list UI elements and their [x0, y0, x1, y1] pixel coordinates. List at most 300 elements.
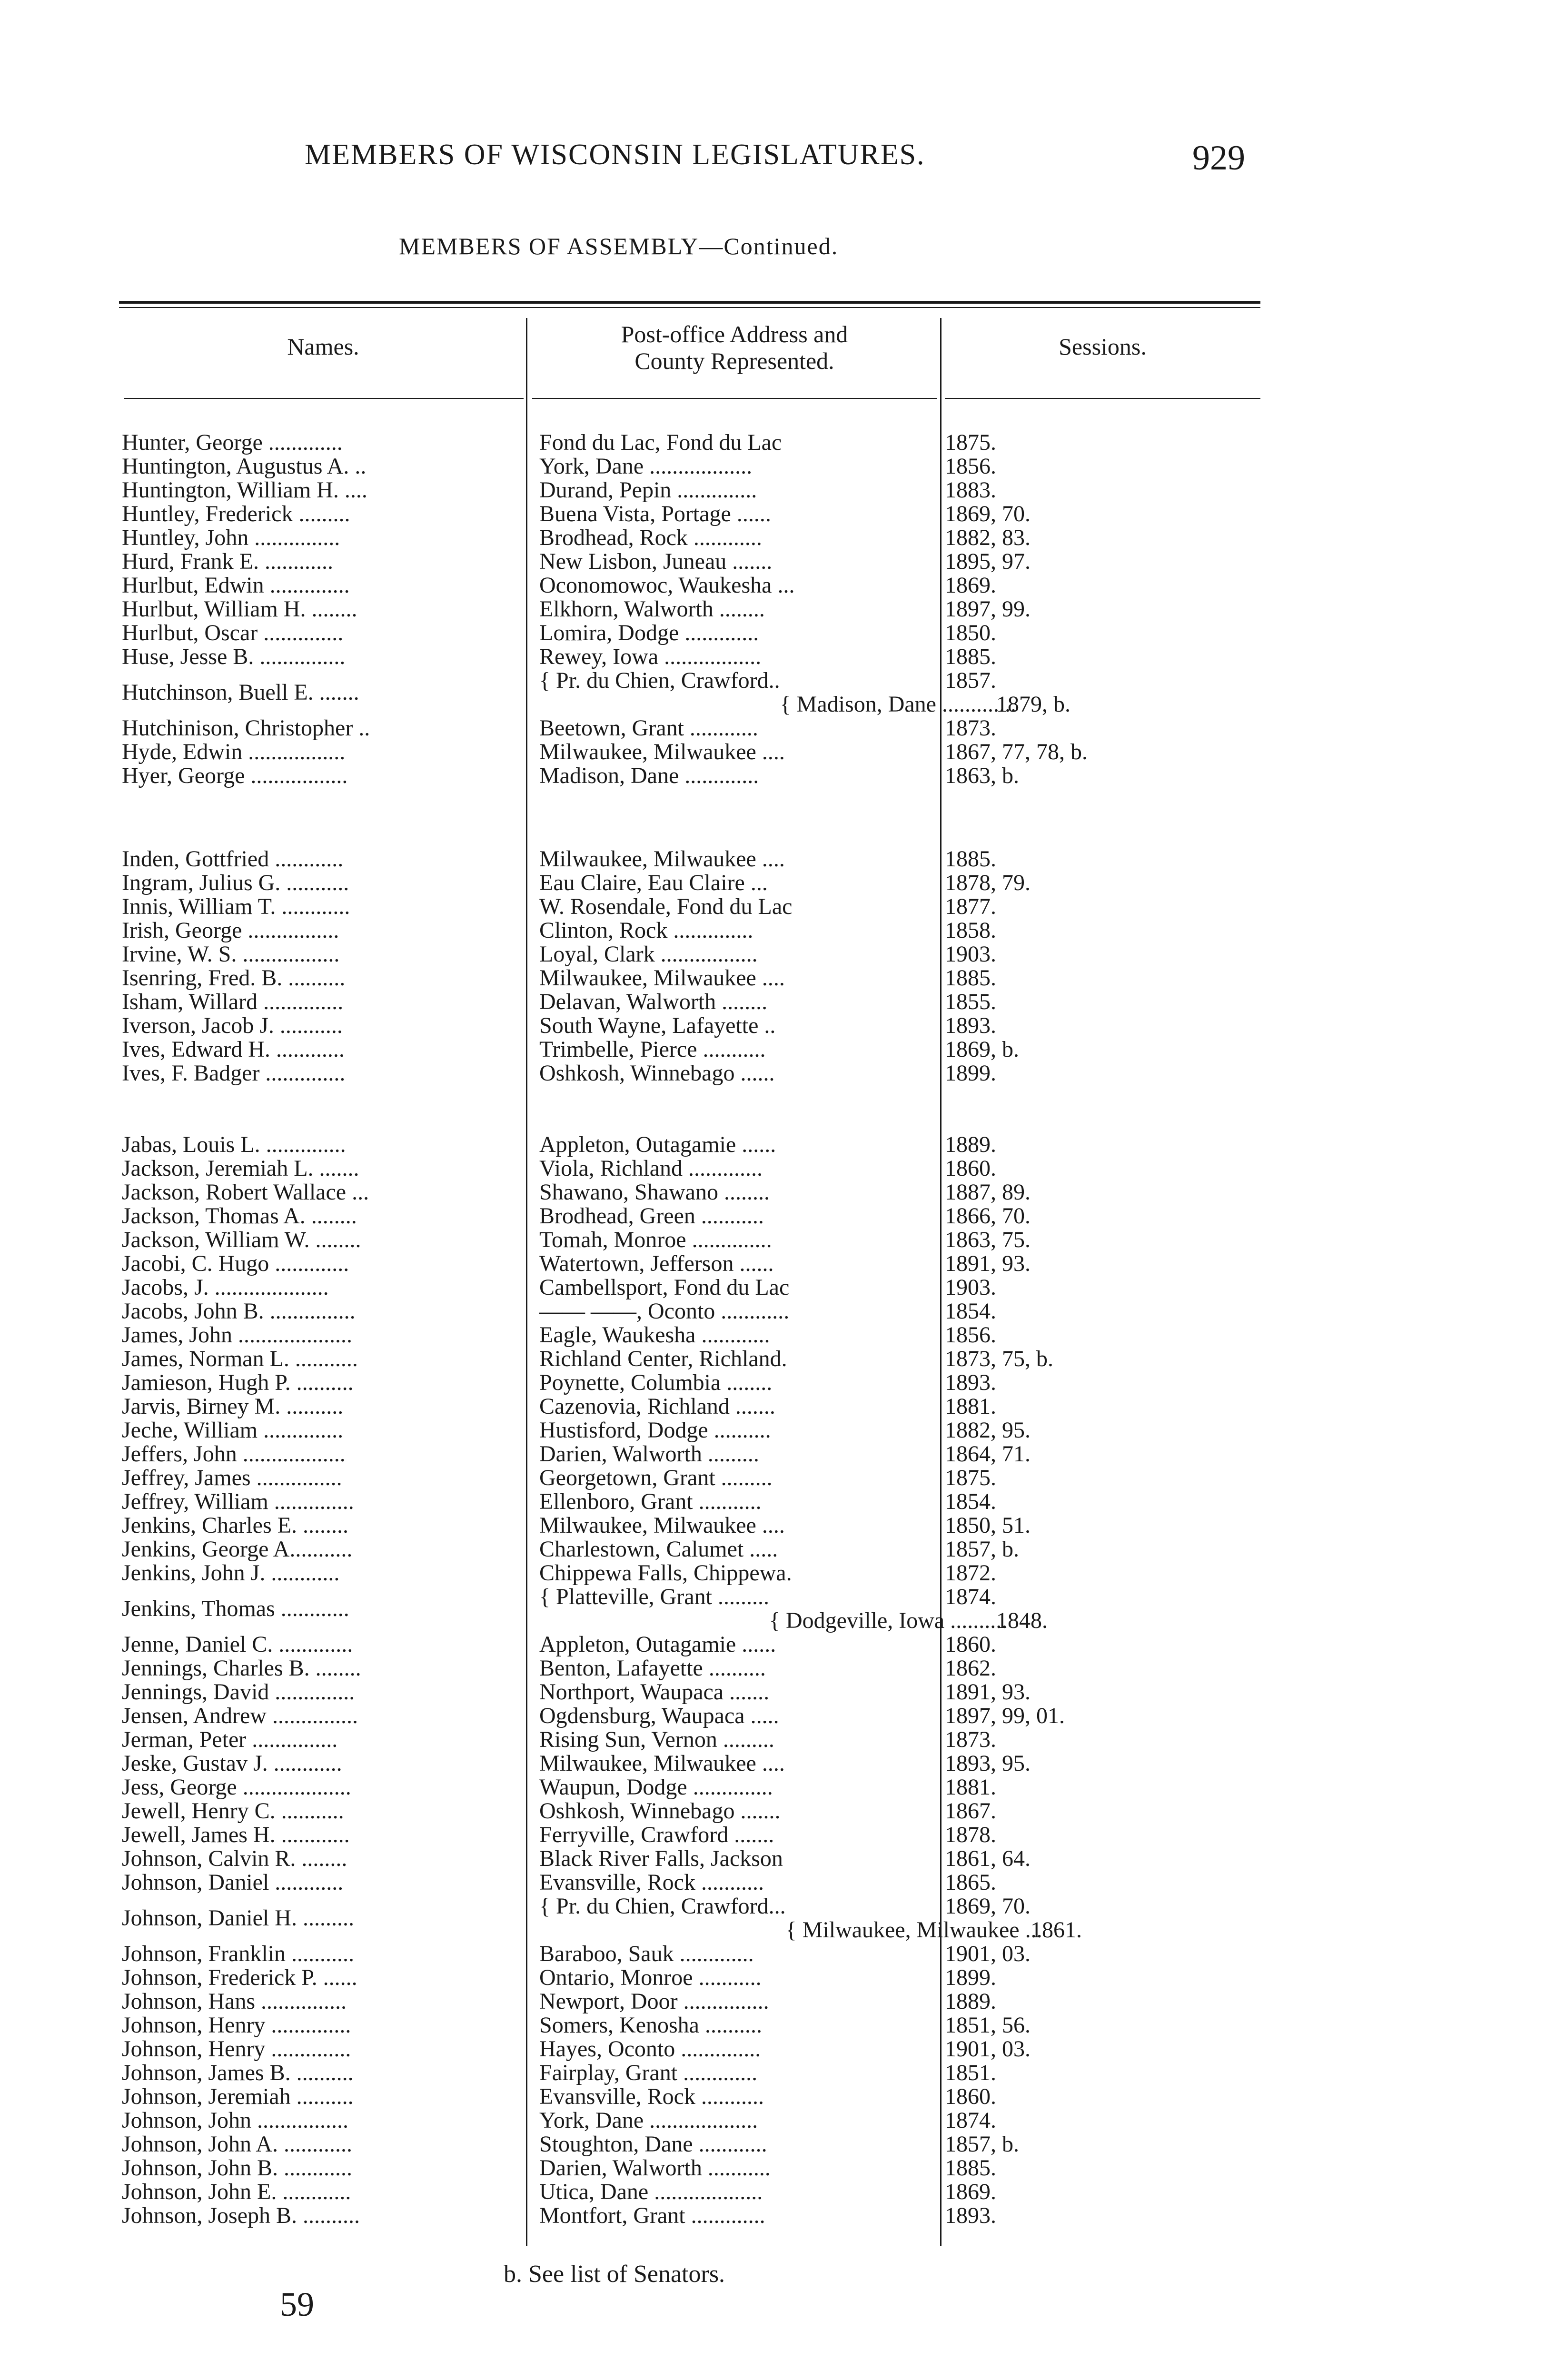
- member-address-line1: { Pr. du Chien, Crawford..: [539, 668, 780, 693]
- member-name: Jeffrey, James ...............: [122, 1465, 342, 1490]
- member-name: Johnson, John A. ............: [122, 2132, 353, 2157]
- table-row: [0, 1561, 1546, 1585]
- member-address: Milwaukee, Milwaukee ....: [539, 1751, 785, 1776]
- member-address: Oshkosh, Winnebago .......: [539, 1798, 781, 1824]
- table-row: [0, 1442, 1546, 1466]
- table-row: [0, 574, 1546, 597]
- member-address: South Wayne, Lafayette ..: [539, 1013, 776, 1038]
- member-sessions: 1854.: [945, 1489, 996, 1514]
- table-row: [0, 1775, 1546, 1799]
- member-address: York, Dane ...................: [539, 2108, 758, 2133]
- top-rule-thick: [119, 301, 1260, 304]
- member-address: Buena Vista, Portage ......: [539, 501, 771, 526]
- member-name: Johnson, John E. ............: [122, 2179, 351, 2204]
- member-sessions: 1863, 75.: [945, 1227, 1031, 1252]
- member-address: Trimbelle, Pierce ...........: [539, 1037, 766, 1062]
- member-address-line2: { Madison, Dane .............: [780, 692, 1016, 717]
- member-address: Appleton, Outagamie ......: [539, 1132, 776, 1157]
- member-sessions: 1893.: [945, 2203, 996, 2228]
- member-sessions: 1881.: [945, 1775, 996, 1800]
- column-header-sessions-text: Sessions.: [1059, 333, 1147, 360]
- member-address: Darien, Walworth ...........: [539, 2155, 771, 2181]
- member-address: Elkhorn, Walworth ........: [539, 596, 765, 622]
- member-sessions: 1872.: [945, 1560, 996, 1586]
- member-name: Irish, George ................: [122, 918, 339, 943]
- member-address: Ferryville, Crawford .......: [539, 1822, 774, 1847]
- member-address: Fond du Lac, Fond du Lac: [539, 430, 782, 455]
- table-row: [0, 847, 1546, 871]
- member-name: Huntley, Frederick .........: [122, 501, 350, 526]
- member-address: Shawano, Shawano ........: [539, 1180, 770, 1205]
- member-sessions: 1899.: [945, 1061, 996, 1086]
- member-address: —— ——, Oconto ............: [539, 1299, 790, 1324]
- member-sessions: 1858.: [945, 918, 996, 943]
- table-row: [0, 966, 1546, 990]
- header-divider-sessions: [945, 398, 1260, 399]
- member-address: Eau Claire, Eau Claire ...: [539, 870, 768, 895]
- member-address: Rising Sun, Vernon .........: [539, 1727, 774, 1752]
- table-row: [0, 1157, 1546, 1180]
- member-sessions: 1856.: [945, 1322, 996, 1348]
- member-address: Delavan, Walworth ........: [539, 989, 768, 1014]
- member-sessions: 1861, 64.: [945, 1846, 1031, 1871]
- member-address: Viola, Richland .............: [539, 1156, 763, 1181]
- running-header: MEMBERS OF WISCONSIN LEGISLATURES.: [305, 139, 925, 171]
- table-row: [0, 1799, 1546, 1823]
- table-row: [0, 1299, 1546, 1323]
- table-row: [0, 1942, 1546, 1966]
- member-sessions: 1864, 71.: [945, 1441, 1031, 1467]
- member-address: Oshkosh, Winnebago ......: [539, 1061, 775, 1086]
- member-name: Hyde, Edwin .................: [122, 739, 346, 764]
- member-sessions-line2: 1861.: [1031, 1917, 1082, 1943]
- member-sessions: 1885.: [945, 2155, 996, 2181]
- member-address: Ontario, Monroe ...........: [539, 1965, 762, 1990]
- member-sessions: 1869, 70.: [945, 501, 1031, 526]
- member-name: Inden, Gottfried ............: [122, 846, 344, 872]
- page-number: 929: [1192, 139, 1245, 178]
- member-name: Hurlbut, Edwin ..............: [122, 573, 350, 598]
- member-address: Ogdensburg, Waupaca .....: [539, 1703, 779, 1728]
- member-address: Poynette, Columbia ........: [539, 1370, 773, 1395]
- member-name: Huntington, William H. ....: [122, 477, 367, 503]
- member-sessions: 1850, 51.: [945, 1513, 1031, 1538]
- member-name: Irvine, W. S. .................: [122, 942, 340, 967]
- member-sessions: 1893, 95.: [945, 1751, 1031, 1776]
- member-name: Jewell, Henry C. ...........: [122, 1798, 344, 1824]
- member-address: Brodhead, Green ...........: [539, 1203, 764, 1229]
- member-name: Johnson, Calvin R. ........: [122, 1846, 347, 1871]
- member-sessions: 1882, 83.: [945, 525, 1031, 550]
- member-address: Cazenovia, Richland .......: [539, 1394, 775, 1419]
- member-sessions: 1855.: [945, 989, 996, 1014]
- member-address-line2: { Milwaukee, Milwaukee ...: [785, 1917, 1042, 1943]
- member-address: Charlestown, Calumet .....: [539, 1537, 778, 1562]
- table-row: [0, 1537, 1546, 1561]
- table-row: [0, 478, 1546, 502]
- table-row: [0, 1418, 1546, 1442]
- table-row: [0, 1204, 1546, 1228]
- member-address: Appleton, Outagamie ......: [539, 1632, 776, 1657]
- member-address: Madison, Dane .............: [539, 763, 759, 788]
- member-name: Huse, Jesse B. ...............: [122, 644, 346, 669]
- group-h: [0, 431, 1546, 788]
- member-address: Milwaukee, Milwaukee ....: [539, 965, 785, 991]
- member-sessions: 1895, 97.: [945, 549, 1031, 574]
- table-row: [0, 1466, 1546, 1490]
- group-i: [0, 847, 1546, 1085]
- member-sessions: 1887, 89.: [945, 1180, 1031, 1205]
- member-address: Clinton, Rock ..............: [539, 918, 753, 943]
- member-address: Waupun, Dodge ..............: [539, 1775, 773, 1800]
- table-row: [0, 621, 1546, 645]
- table-row: [0, 526, 1546, 550]
- member-name: Jacobs, John B. ...............: [122, 1299, 356, 1324]
- member-address: Rewey, Iowa .................: [539, 644, 762, 669]
- member-address-line2: { Dodgeville, Iowa ..........: [769, 1608, 1008, 1633]
- table-row: [0, 1371, 1546, 1395]
- member-address: Loyal, Clark .................: [539, 942, 758, 967]
- table-row: [0, 502, 1546, 526]
- member-name: Jewell, James H. ............: [122, 1822, 350, 1847]
- member-address: Milwaukee, Milwaukee ....: [539, 1513, 785, 1538]
- member-address: Durand, Pepin ..............: [539, 477, 757, 503]
- member-name: Jarvis, Birney M. ..........: [122, 1394, 344, 1419]
- table-row: [0, 1276, 1546, 1299]
- table-row: [0, 1680, 1546, 1704]
- member-sessions: 1882, 95.: [945, 1418, 1031, 1443]
- table-row: [0, 1823, 1546, 1847]
- member-name: Jensen, Andrew ...............: [122, 1703, 358, 1728]
- member-sessions: 1889.: [945, 1132, 996, 1157]
- member-sessions: [945, 668, 1278, 717]
- member-address: Fairplay, Grant .............: [539, 2060, 758, 2085]
- member-address: Evansville, Rock ...........: [539, 2084, 764, 2109]
- member-sessions-line2: 1879, b.: [996, 692, 1070, 717]
- signature-number: 59: [280, 2285, 314, 2323]
- member-name: Jacobi, C. Hugo .............: [122, 1251, 349, 1276]
- member-sessions: 1851.: [945, 2060, 996, 2085]
- member-sessions: 1874.: [945, 2108, 996, 2133]
- member-name: Jerman, Peter ...............: [122, 1727, 338, 1752]
- column-header-sessions: [945, 333, 1260, 360]
- member-sessions-line1: 1857.: [945, 668, 996, 693]
- member-address: Oconomowoc, Waukesha ...: [539, 573, 795, 598]
- member-name: Jackson, Robert Wallace ...: [122, 1180, 369, 1205]
- member-sessions: 1883.: [945, 477, 996, 503]
- member-name: Huntington, Augustus A. ..: [122, 454, 367, 479]
- member-name: Johnson, John ................: [122, 2108, 349, 2133]
- member-name: Jennings, David ..............: [122, 1679, 355, 1705]
- member-name: Hurlbut, Oscar ..............: [122, 620, 344, 645]
- table-row: [0, 1894, 1546, 1942]
- member-name: Isham, Willard ..............: [122, 989, 344, 1014]
- member-address: Evansville, Rock ...........: [539, 1870, 764, 1895]
- table-row: [0, 431, 1546, 455]
- member-name: Jacobs, J. ....................: [122, 1275, 329, 1300]
- table-row: [0, 919, 1546, 942]
- member-address: Lomira, Dodge .............: [539, 620, 759, 645]
- member-sessions: 1851, 56.: [945, 2013, 1031, 2038]
- member-sessions: 1875.: [945, 430, 996, 455]
- member-sessions: 1854.: [945, 1299, 996, 1324]
- member-address: Milwaukee, Milwaukee ....: [539, 739, 785, 764]
- member-address: Chippewa Falls, Chippewa.: [539, 1560, 792, 1586]
- member-sessions: 1869, b.: [945, 1037, 1019, 1062]
- table-row: [0, 2132, 1546, 2156]
- member-sessions: 1867.: [945, 1798, 996, 1824]
- member-address: Cambellsport, Fond du Lac: [539, 1275, 790, 1300]
- member-sessions: 1860.: [945, 1632, 996, 1657]
- member-name: Ives, F. Badger ..............: [122, 1061, 346, 1086]
- member-sessions: 1885.: [945, 644, 996, 669]
- column-header-address: [532, 321, 937, 374]
- member-name: Jackson, William W. ........: [122, 1227, 361, 1252]
- table-row: [0, 1252, 1546, 1276]
- member-address: Beetown, Grant ............: [539, 715, 758, 741]
- member-name: Johnson, Jeremiah ..........: [122, 2084, 354, 2109]
- member-address-line1: { Platteville, Grant .........: [539, 1584, 769, 1609]
- member-name: Johnson, Joseph B. ..........: [122, 2203, 360, 2228]
- footnote: b. See list of Senators.: [504, 2261, 725, 2288]
- member-name: Hutchinson, Buell E. .......: [122, 680, 359, 705]
- member-sessions: 1901, 03.: [945, 2036, 1031, 2062]
- table-row: [0, 1966, 1546, 1990]
- column-header-address-line1: Post-office Address and: [621, 321, 848, 347]
- table-row: [0, 1490, 1546, 1514]
- table-row: [0, 1752, 1546, 1775]
- member-address: Newport, Door ...............: [539, 1989, 769, 2014]
- member-sessions: 1891, 93.: [945, 1679, 1031, 1705]
- member-name: Johnson, Henry ..............: [122, 2036, 351, 2062]
- member-sessions: 1860.: [945, 2084, 996, 2109]
- member-name: Jackson, Jeremiah L. .......: [122, 1156, 359, 1181]
- member-sessions: [945, 1584, 1278, 1633]
- member-name: Johnson, Hans ...............: [122, 1989, 347, 2014]
- member-name: Jeffrey, William ..............: [122, 1489, 354, 1514]
- member-sessions: 1866, 70.: [945, 1203, 1031, 1229]
- column-header-names: [122, 333, 525, 360]
- member-address: Hayes, Oconto ..............: [539, 2036, 761, 2062]
- member-name: Johnson, Henry ..............: [122, 2013, 351, 2038]
- section-title: MEMBERS OF ASSEMBLY—Continued.: [399, 233, 839, 259]
- table-row: [0, 1990, 1546, 2013]
- member-sessions: 1889.: [945, 1989, 996, 2014]
- member-address: Ellenboro, Grant ...........: [539, 1489, 762, 1514]
- member-sessions: 1901, 03.: [945, 1941, 1031, 1966]
- table-row: [0, 550, 1546, 574]
- member-address: Somers, Kenosha ..........: [539, 2013, 762, 2038]
- table-row: [0, 645, 1546, 669]
- top-rule-thin: [119, 307, 1260, 308]
- member-name: Jamieson, Hugh P. ..........: [122, 1370, 354, 1395]
- table-row: [0, 1728, 1546, 1752]
- member-sessions-line2: 1848.: [996, 1608, 1048, 1633]
- table-row: [0, 1228, 1546, 1252]
- member-sessions: 1857, b.: [945, 1537, 1019, 1562]
- member-sessions: 1856.: [945, 454, 996, 479]
- member-address: Richland Center, Richland.: [539, 1346, 787, 1371]
- column-header-names-text: Names.: [287, 333, 359, 360]
- table-row: [0, 2013, 1546, 2037]
- member-name: Jess, George ...................: [122, 1775, 351, 1800]
- member-name: James, John ....................: [122, 1322, 352, 1348]
- member-sessions: 1863, b.: [945, 763, 1019, 788]
- member-sessions: 1878, 79.: [945, 870, 1031, 895]
- table-row: [0, 1323, 1546, 1347]
- member-address: Milwaukee, Milwaukee ....: [539, 846, 785, 872]
- member-sessions: 1899.: [945, 1965, 996, 1990]
- member-sessions: 1869.: [945, 573, 996, 598]
- member-sessions: 1893.: [945, 1013, 996, 1038]
- member-sessions-line1: 1874.: [945, 1584, 996, 1609]
- member-name: Jeffers, John ..................: [122, 1441, 346, 1467]
- member-name: Hunter, George .............: [122, 430, 343, 455]
- member-name: Jackson, Thomas A. ........: [122, 1203, 357, 1229]
- member-name: Ingram, Julius G. ...........: [122, 870, 349, 895]
- table-row: [0, 764, 1546, 788]
- table-row: [0, 1014, 1546, 1038]
- member-address: Eagle, Waukesha ............: [539, 1322, 770, 1348]
- member-sessions-line1: 1869, 70.: [945, 1894, 1031, 1919]
- member-address: Black River Falls, Jackson: [539, 1846, 783, 1871]
- table-row: [0, 1633, 1546, 1656]
- table-row: [0, 1347, 1546, 1371]
- table-row: [0, 2204, 1546, 2228]
- member-name: Ives, Edward H. ............: [122, 1037, 345, 1062]
- member-name: Hurlbut, William H. ........: [122, 596, 357, 622]
- table-row: [0, 1180, 1546, 1204]
- member-address: Baraboo, Sauk .............: [539, 1941, 754, 1966]
- member-sessions: [945, 1894, 1278, 1943]
- member-sessions: 1903.: [945, 1275, 996, 1300]
- table-row: [0, 597, 1546, 621]
- table-row: [0, 1656, 1546, 1680]
- member-name: Hyer, George .................: [122, 763, 348, 788]
- member-sessions: 1857, b.: [945, 2132, 1019, 2157]
- table-row: [0, 2061, 1546, 2085]
- table-row: [0, 1704, 1546, 1728]
- member-address: Darien, Walworth .........: [539, 1441, 759, 1467]
- member-address: Brodhead, Rock ............: [539, 525, 762, 550]
- member-name: Jenkins, John J. ............: [122, 1560, 340, 1586]
- header-divider-names: [124, 398, 524, 399]
- table-row: [0, 1871, 1546, 1894]
- member-name: Huntley, John ...............: [122, 525, 340, 550]
- member-name: Jenkins, Thomas ............: [122, 1596, 349, 1621]
- member-name: Johnson, Frederick P. ......: [122, 1965, 357, 1990]
- table-row: [0, 1038, 1546, 1061]
- member-sessions: 1897, 99, 01.: [945, 1703, 1065, 1728]
- member-name: Jenkins, George A...........: [122, 1537, 353, 1562]
- table-row: [0, 2156, 1546, 2180]
- member-address: Utica, Dane ...................: [539, 2179, 763, 2204]
- member-address: York, Dane ..................: [539, 454, 753, 479]
- member-name: Johnson, John B. ............: [122, 2155, 353, 2181]
- member-name: Johnson, Daniel ............: [122, 1870, 344, 1895]
- member-name: Jenkins, Charles E. ........: [122, 1513, 348, 1538]
- member-sessions: 1875.: [945, 1465, 996, 1490]
- member-address: Georgetown, Grant .........: [539, 1465, 773, 1490]
- table-row: [0, 1585, 1546, 1633]
- table-row: [0, 455, 1546, 478]
- table-row: [0, 871, 1546, 895]
- member-name: Hurd, Frank E. ............: [122, 549, 333, 574]
- member-address: Stoughton, Dane ............: [539, 2132, 767, 2157]
- member-address: Montfort, Grant .............: [539, 2203, 765, 2228]
- table-row: [0, 2180, 1546, 2204]
- member-address: Tomah, Monroe ..............: [539, 1227, 772, 1252]
- member-address: New Lisbon, Juneau .......: [539, 549, 773, 574]
- member-sessions: 1860.: [945, 1156, 996, 1181]
- table-row: [0, 895, 1546, 919]
- table-row: [0, 990, 1546, 1014]
- member-sessions: 1850.: [945, 620, 996, 645]
- member-sessions: 1885.: [945, 965, 996, 991]
- table-row: [0, 716, 1546, 740]
- member-sessions: 1897, 99.: [945, 596, 1031, 622]
- member-sessions: 1865.: [945, 1870, 996, 1895]
- member-address: W. Rosendale, Fond du Lac: [539, 894, 793, 919]
- member-sessions: 1881.: [945, 1394, 996, 1419]
- member-name: Jabas, Louis L. ..............: [122, 1132, 346, 1157]
- table-row: [0, 1133, 1546, 1157]
- table-row: [0, 2109, 1546, 2132]
- member-name: Jennings, Charles B. ........: [122, 1656, 361, 1681]
- table-row: [0, 942, 1546, 966]
- member-name: Jeske, Gustav J. ............: [122, 1751, 342, 1776]
- member-address: Hustisford, Dodge ..........: [539, 1418, 771, 1443]
- member-sessions: 1877.: [945, 894, 996, 919]
- member-name: Jenne, Daniel C. .............: [122, 1632, 353, 1657]
- member-name: Johnson, Daniel H. .........: [122, 1905, 354, 1931]
- member-name: Johnson, Franklin ...........: [122, 1941, 355, 1966]
- member-sessions: 1873.: [945, 1727, 996, 1752]
- member-sessions: 1867, 77, 78, b.: [945, 739, 1088, 764]
- table-row: [0, 1847, 1546, 1871]
- member-address-line1: { Pr. du Chien, Crawford...: [539, 1894, 786, 1919]
- member-name: James, Norman L. ...........: [122, 1346, 358, 1371]
- table-row: [0, 669, 1546, 716]
- member-address: Northport, Waupaca .......: [539, 1679, 770, 1705]
- member-sessions: 1891, 93.: [945, 1251, 1031, 1276]
- member-name: Johnson, James B. ..........: [122, 2060, 354, 2085]
- member-sessions: 1885.: [945, 846, 996, 872]
- member-sessions: 1869.: [945, 2179, 996, 2204]
- member-name: Innis, William T. ............: [122, 894, 350, 919]
- table-row: [0, 2085, 1546, 2109]
- table-row: [0, 1061, 1546, 1085]
- header-divider-address: [532, 398, 937, 399]
- table-row: [0, 1514, 1546, 1537]
- member-sessions: 1893.: [945, 1370, 996, 1395]
- member-name: Hutchinison, Christopher ..: [122, 715, 370, 741]
- table-row: [0, 1395, 1546, 1418]
- table-row: [0, 740, 1546, 764]
- member-name: Jeche, William ..............: [122, 1418, 344, 1443]
- table-row: [0, 2037, 1546, 2061]
- member-sessions: 1878.: [945, 1822, 996, 1847]
- member-sessions: 1903.: [945, 942, 996, 967]
- member-name: Isenring, Fred. B. ..........: [122, 965, 346, 991]
- member-sessions: 1862.: [945, 1656, 996, 1681]
- column-header-address-line2: County Represented.: [634, 347, 834, 374]
- member-sessions: 1873.: [945, 715, 996, 741]
- group-j: [0, 1133, 1546, 2228]
- member-name: Iverson, Jacob J. ...........: [122, 1013, 343, 1038]
- member-sessions: 1873, 75, b.: [945, 1346, 1053, 1371]
- member-address: Benton, Lafayette ..........: [539, 1656, 766, 1681]
